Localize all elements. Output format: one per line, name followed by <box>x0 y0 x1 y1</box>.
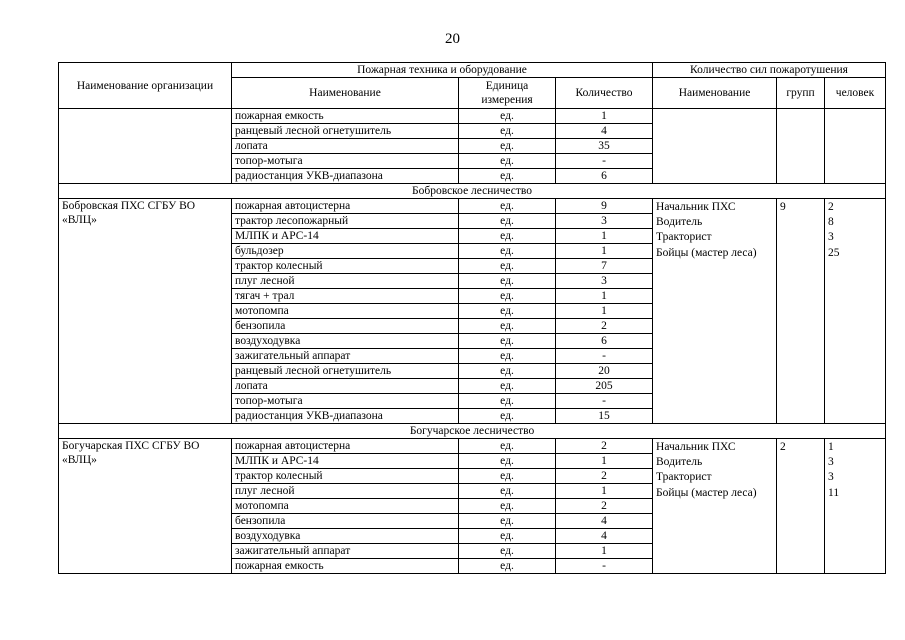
header-eq-qty: Количество <box>556 78 653 109</box>
equipment-name: тягач + трал <box>232 289 459 304</box>
header-f-groups: групп <box>777 78 825 109</box>
equipment-name: пожарная емкость <box>232 109 459 124</box>
equipment-name: МЛПК и АРС-14 <box>232 229 459 244</box>
equipment-qty: 6 <box>556 169 653 184</box>
group-count: 9 <box>780 201 786 213</box>
force-role: Бойцы (мастер леса) <box>656 246 757 259</box>
forces-groups <box>777 439 825 574</box>
equipment-qty: 1 <box>556 244 653 259</box>
section-row <box>59 424 886 439</box>
section-title: Богучарское лесничество <box>59 424 886 439</box>
equipment-unit: ед. <box>459 349 556 364</box>
people-count: 3 <box>828 471 834 484</box>
equipment-unit: ед. <box>459 544 556 559</box>
equipment-qty: 3 <box>556 214 653 229</box>
equipment-unit: ед. <box>459 289 556 304</box>
force-role: Водитель <box>656 216 703 229</box>
equipment-qty: 1 <box>556 289 653 304</box>
equipment-unit: ед. <box>459 364 556 379</box>
header-equipment-group: Пожарная техника и оборудование <box>232 63 653 78</box>
header-f-people: человек <box>825 78 886 109</box>
forces-names <box>653 199 777 424</box>
equipment-unit: ед. <box>459 199 556 214</box>
equipment-unit: ед. <box>459 274 556 289</box>
header-forces-group: Количество сил пожаротушения <box>653 63 886 78</box>
equipment-qty: 1 <box>556 304 653 319</box>
force-role: Тракторист <box>656 471 712 484</box>
header-eq-name: Наименование <box>232 78 459 109</box>
equipment-qty: 1 <box>556 109 653 124</box>
equipment-qty: 2 <box>556 319 653 334</box>
forces-groups <box>777 199 825 424</box>
equipment-qty: - <box>556 154 653 169</box>
equipment-name: плуг лесной <box>232 484 459 499</box>
equipment-name: лопата <box>232 139 459 154</box>
people-count: 1 <box>828 441 834 453</box>
equipment-unit: ед. <box>459 469 556 484</box>
people-count: 3 <box>828 231 834 244</box>
equipment-unit: ед. <box>459 529 556 544</box>
section-row <box>59 184 886 199</box>
equipment-qty: 4 <box>556 514 653 529</box>
equipment-unit: ед. <box>459 319 556 334</box>
equipment-unit: ед. <box>459 514 556 529</box>
equipment-unit: ед. <box>459 229 556 244</box>
header-f-name: Наименование <box>653 78 777 109</box>
forces-table <box>58 62 886 574</box>
section-title: Бобровское лесничество <box>59 184 886 199</box>
equipment-name: зажигательный аппарат <box>232 544 459 559</box>
equipment-unit: ед. <box>459 484 556 499</box>
people-count: 11 <box>828 486 840 499</box>
equipment-unit: ед. <box>459 304 556 319</box>
equipment-name: зажигательный аппарат <box>232 349 459 364</box>
equipment-unit: ед. <box>459 214 556 229</box>
equipment-name: пожарная автоцистерна <box>232 199 459 214</box>
equipment-qty: 4 <box>556 124 653 139</box>
equipment-name: воздуходувка <box>232 334 459 349</box>
equipment-name: мотопомпа <box>232 499 459 514</box>
equipment-qty: 3 <box>556 274 653 289</box>
equipment-name: пожарная автоцистерна <box>232 439 459 454</box>
equipment-qty: 7 <box>556 259 653 274</box>
equipment-qty: 20 <box>556 364 653 379</box>
equipment-name: бензопила <box>232 514 459 529</box>
people-count: 8 <box>828 216 834 229</box>
equipment-name: МЛПК и АРС-14 <box>232 454 459 469</box>
equipment-qty: 15 <box>556 409 653 424</box>
equipment-name: радиостанция УКВ-диапазона <box>232 169 459 184</box>
equipment-qty: - <box>556 349 653 364</box>
equipment-unit: ед. <box>459 499 556 514</box>
table-row <box>59 439 886 454</box>
equipment-qty: 1 <box>556 484 653 499</box>
equipment-name: лопата <box>232 379 459 394</box>
equipment-name: топор-мотыга <box>232 154 459 169</box>
force-role: Начальник ПХС <box>656 201 736 213</box>
table-header <box>59 63 886 109</box>
forces-names <box>653 109 777 184</box>
equipment-unit: ед. <box>459 379 556 394</box>
equipment-unit: ед. <box>459 394 556 409</box>
equipment-qty: 1 <box>556 544 653 559</box>
table-body <box>59 109 886 574</box>
table-row <box>59 109 886 124</box>
equipment-unit: ед. <box>459 259 556 274</box>
force-role: Начальник ПХС <box>656 441 736 453</box>
equipment-name: трактор лесопожарный <box>232 214 459 229</box>
equipment-qty: 9 <box>556 199 653 214</box>
equipment-unit: ед. <box>459 154 556 169</box>
equipment-name: бензопила <box>232 319 459 334</box>
equipment-qty: 4 <box>556 529 653 544</box>
equipment-qty: 6 <box>556 334 653 349</box>
equipment-name: бульдозер <box>232 244 459 259</box>
page-number: 20 <box>445 31 460 47</box>
forces-people <box>825 199 886 424</box>
equipment-name: плуг лесной <box>232 274 459 289</box>
equipment-unit: ед. <box>459 454 556 469</box>
org-name: Бобровская ПХС СГБУ ВО «ВЛЦ» <box>59 199 232 424</box>
equipment-unit: ед. <box>459 334 556 349</box>
equipment-unit: ед. <box>459 559 556 574</box>
equipment-unit: ед. <box>459 409 556 424</box>
equipment-name: радиостанция УКВ-диапазона <box>232 409 459 424</box>
force-role: Бойцы (мастер леса) <box>656 486 757 499</box>
equipment-qty: 1 <box>556 454 653 469</box>
force-role: Водитель <box>656 456 703 469</box>
group-count: 2 <box>780 441 786 453</box>
forces-groups <box>777 109 825 184</box>
forces-people <box>825 109 886 184</box>
equipment-name: трактор колесный <box>232 469 459 484</box>
equipment-unit: ед. <box>459 109 556 124</box>
equipment-unit: ед. <box>459 439 556 454</box>
equipment-qty: 2 <box>556 439 653 454</box>
equipment-qty: 205 <box>556 379 653 394</box>
equipment-name: топор-мотыга <box>232 394 459 409</box>
header-eq-unit: Единица измерения <box>459 78 556 109</box>
org-name <box>59 109 232 184</box>
forces-people <box>825 439 886 574</box>
table-row <box>59 199 886 214</box>
header-org: Наименование организации <box>59 63 232 109</box>
force-role: Тракторист <box>656 231 712 244</box>
equipment-qty: 2 <box>556 469 653 484</box>
equipment-unit: ед. <box>459 124 556 139</box>
people-count: 3 <box>828 456 834 469</box>
forces-names <box>653 439 777 574</box>
equipment-name: пожарная емкость <box>232 559 459 574</box>
equipment-qty: 35 <box>556 139 653 154</box>
equipment-name: ранцевый лесной огнетушитель <box>232 364 459 379</box>
equipment-qty: 1 <box>556 229 653 244</box>
equipment-name: мотопомпа <box>232 304 459 319</box>
equipment-qty: - <box>556 559 653 574</box>
equipment-name: трактор колесный <box>232 259 459 274</box>
people-count: 2 <box>828 201 834 213</box>
equipment-qty: 2 <box>556 499 653 514</box>
equipment-unit: ед. <box>459 244 556 259</box>
equipment-name: ранцевый лесной огнетушитель <box>232 124 459 139</box>
org-name: Богучарская ПХС СГБУ ВО «ВЛЦ» <box>59 439 232 574</box>
equipment-unit: ед. <box>459 169 556 184</box>
people-count: 25 <box>828 246 840 259</box>
equipment-name: воздуходувка <box>232 529 459 544</box>
equipment-qty: - <box>556 394 653 409</box>
equipment-unit: ед. <box>459 139 556 154</box>
